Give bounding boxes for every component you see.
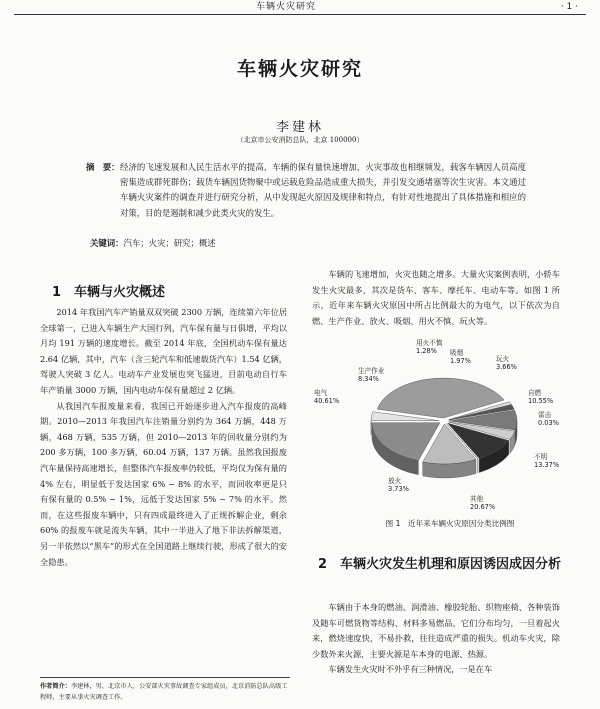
pie-label-name: 放火 xyxy=(388,477,402,485)
abstract xyxy=(86,160,526,221)
running-header xyxy=(14,0,586,15)
pie-label-name: 电气 xyxy=(314,389,328,397)
section-1-heading: 1 车辆与火灾概述 xyxy=(52,285,166,300)
paper-title: 车辆火灾研究 xyxy=(236,58,363,80)
right-column-intro xyxy=(312,267,560,329)
pie-label-value: 3.73% xyxy=(388,485,409,493)
section-2-heading: 2 车辆火灾发生机理和原因诱因成因分析 xyxy=(318,557,562,572)
section-1-body xyxy=(40,305,287,570)
pie-label-value: 1.97% xyxy=(450,357,471,365)
pie-label-value: 20.67% xyxy=(470,503,496,511)
pie-label-name: 吸烟 xyxy=(450,349,464,357)
section-1-paragraph: 2014 年我国汽车产销量双双突破 2300 万辆，连续第六年位居全球第一，已进入车辆生产大国行列，汽车保有量与日俱增，平均以月均 191 万辆的速度增长。截至 2014 年底，全国机动车保有量达 2.64 亿辆，其中，汽车（含三轮汽车和低速载货汽车）1.54 亿辆，驾驶人突破 3 亿人。电动车产业发展也突飞猛进，目前电动自行车年产销量 3000 万辆，国内电动车保有量超过 2 亿辆。 xyxy=(40,307,287,395)
keywords-text: 汽车；火灾；研究；概述 xyxy=(123,238,216,248)
pie-label-value: 3.66% xyxy=(496,363,517,371)
pie-label-name: 自燃 xyxy=(528,389,542,397)
author-name: 李建林 xyxy=(275,120,324,135)
pie-label-value: 8.34% xyxy=(358,375,379,383)
pie-label-value: 10.55% xyxy=(528,397,554,405)
pie-label-name: 玩火 xyxy=(496,355,510,363)
abstract-text: 经济的飞速发展和人民生活水平的提高，车辆的保有量快速增加，火灾事故也相继频发，载客车辆因人员高度密集造成群死群伤；载货车辆因货物聚中或运载危险品造成重大损失，并引发交通堵塞等次生灾害。本文通过车辆火灾案件的调查并进行研究分析，从中发现起火原因及规律和特点，有针对性地提出了具体措施和相应的对策，目的是遏制和减少此类火灾的发生。 xyxy=(120,162,526,218)
pie-label-value: 40.61% xyxy=(314,397,340,405)
pie-label-name: 不明 xyxy=(534,453,548,461)
section-2-paragraph: 车辆由于本身的燃油、润滑油、橡胶轮胎、织物座椅、各种装饰及随车可燃货物等结构、材料多易燃品，它们分布均匀，一旦着起火来，燃烧速度快，不易扑救，往往造成严重的损失。机动车火灾，除少数外来火源，主要火源是车本身的电源、热源。 xyxy=(312,602,560,659)
figure-1 xyxy=(314,333,568,519)
keywords-label: 关键词： xyxy=(90,238,124,248)
footnote xyxy=(40,677,290,703)
intro-paragraph: 车辆的飞速增加，火灾也随之增多。大量火灾案例表明，小轿车发生火灾最多，其次是货车、客车、摩托车、电动车等。如图 1 所示，近年来车辆火灾原因中所占比例最大的为电气，以下依次为自燃、生产作业、放火、吸烟、用火不慎、玩火等。 xyxy=(312,269,560,326)
abstract-label: 摘 要： xyxy=(86,162,120,172)
pie-label-name: 雷击 xyxy=(538,411,552,419)
section-2-body xyxy=(312,600,560,678)
pie-chart xyxy=(314,333,568,519)
footnote-text: 李建林，男，北京市人，公安部火灾事故调查专家组成员，北京消防总队高级工程师，主要从事火灾调查工作。 xyxy=(40,683,288,701)
pie-label-value: 0.03% xyxy=(538,419,559,427)
pie-label-name: 用火不慎 xyxy=(416,339,443,347)
figure-caption: 图 1 近年来车辆火灾原因分类比例图 xyxy=(385,519,515,528)
footnote-label: 作者简介： xyxy=(40,683,71,690)
section-1-paragraph: 从我国汽车报废量来看，我国已开始逐步进入汽车报废的高峰期。2010—2013 年我国汽车注销量分别约为 364 万辆，448 万辆，468 万辆，535 万辆，但 2010—2013 年的回收量分别约为 200 多万辆，100 多万辆，60.04 万辆，137 万辆。虽然我国报废汽车量保持高速增长，但整体汽车报废率仍较低，平均仅为保有量的 4% 左右，明显低于发达国家 6% ~ 8% 的水平，而回收率更是只有保有量的 0.5% ~ 1%，远低于发达国家 5% ~ 7% 的水平。然而，在这些报废车辆中，只有四成最终进入了正规拆解企业，剩余 60% 的报废车就是流失车辆，其中一半进入了地下非法拆解渠道，另一半依然以“黑车”的形式在全国道路上继续行驶，形成了很大的安全隐患。 xyxy=(40,400,287,567)
pie-label-value: 1.28% xyxy=(416,347,437,355)
section-2-paragraph: 车辆发生火灾时不外乎有三种情况，一是在车 xyxy=(328,664,493,675)
keywords xyxy=(90,237,216,249)
running-header-title: 车辆火灾研究 xyxy=(256,2,317,12)
pie-label-value: 13.37% xyxy=(534,461,560,469)
author-affiliation: （北京市公安消防总队，北京 100000） xyxy=(236,136,364,144)
page-number: · 1 · xyxy=(560,2,578,12)
pie-label-name: 其他 xyxy=(470,495,484,503)
pie-label-name: 生产作业 xyxy=(358,367,385,375)
